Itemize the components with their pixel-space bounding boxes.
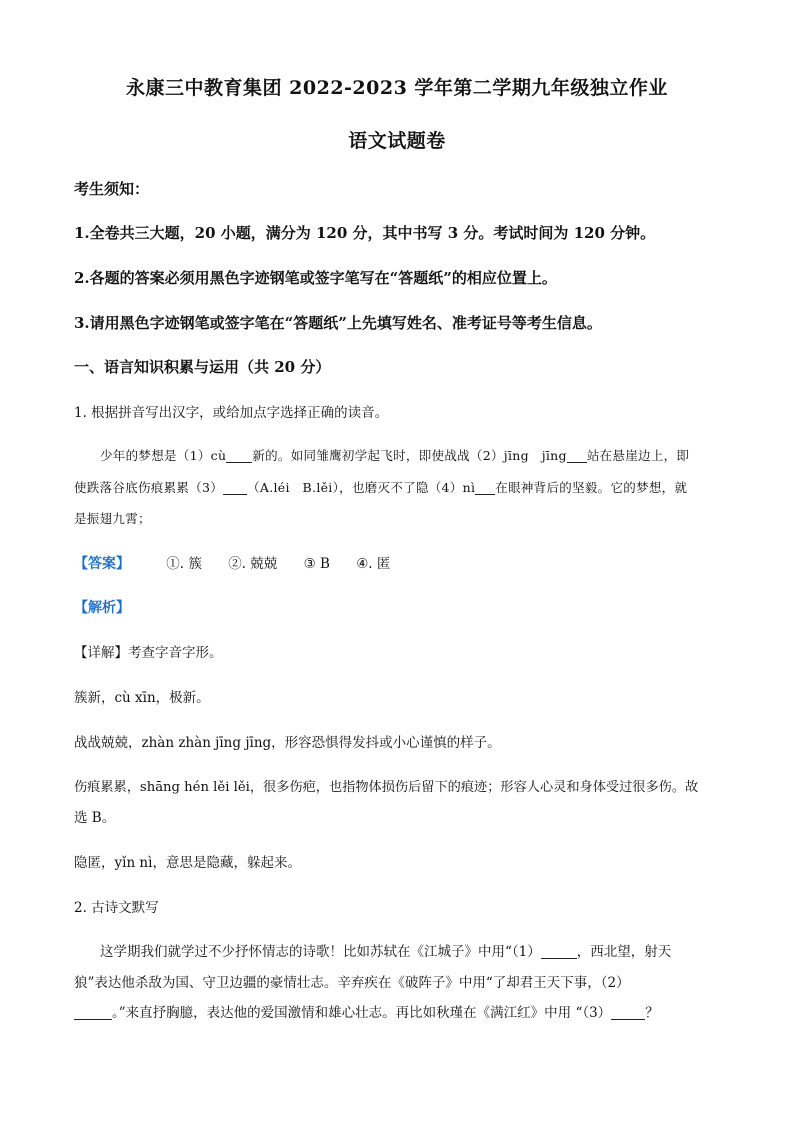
question-1-passage-line-3: 是振翅九霄； [74,511,151,526]
passage-text: 狼”表达他杀敌为国、守卫边疆的豪情壮志。辛弃疾在《破阵子》中用“了却君王天下事，（2） [74,975,630,991]
detail-line: 【详解】考查字音字形。 [74,645,223,661]
question-1-passage-line-1 [100,446,689,464]
answer-row [74,552,412,573]
passage-text: ，西北望，射天 [576,944,672,960]
notice-item-3: 3.请用黑色字迹钢笔或签字笔在“答题纸”上先填写姓名、准考证号等考生信息。 [74,314,602,332]
answer-item: ④. 匿 [356,556,391,572]
question-1-passage-line-2 [74,478,687,496]
passage-text: 这学期我们就学过不少抒怀情志的诗歌！比如苏轼在《江城子》中用“（1） [100,944,541,960]
question-2-line-2 [74,971,630,991]
explanation-line: 战战兢兢，zhàn zhàn jīng jīng，形容恐惧得发抖或小心谨慎的样子。 [74,735,501,751]
question-2-line-3 [74,1001,659,1021]
passage-text: （A.léi B.lěi），也磨灭不了隐（4）nì [247,480,476,495]
question-2-line-1 [100,940,671,960]
answer-blank[interactable] [567,448,587,463]
question-2-stem: 2. 古诗文默写 [74,900,159,916]
analysis-label: 【解析】 [74,600,130,616]
explanation-line: 选 B。 [74,810,116,826]
answer-label: 【答案】 [74,556,130,572]
answer-blank[interactable] [541,944,577,959]
answer-item: ②. 兢兢 [228,556,278,572]
answer-blank[interactable] [475,480,495,495]
notice-item-1: 1.全卷共三大题，20 小题，满分为 120 分，其中书写 3 分。考试时间为 120 分钟。 [74,224,656,242]
explanation-line: 伤痕累累，shāng hén lěi lěi，很多伤疤，也指物体损伤后留下的痕迹；形容人心灵和身体受过很多伤。故 [74,780,699,795]
section-1-heading: 一、语言知识积累与运用（共 20 分） [74,358,331,376]
document-subtitle: 语文试题卷 [348,130,446,152]
answer-item: ③ B [303,556,330,572]
passage-text: 使跌落谷底伤痕累累（3） [74,480,224,495]
question-1-stem: 1. 根据拼音写出汉字，或给加点字选择正确的读音。 [74,405,389,421]
passage-text: ？ [645,1005,659,1021]
answer-blank[interactable] [611,1005,645,1020]
notice-heading: 考生须知： [74,180,150,198]
answer-blank[interactable] [226,448,252,463]
notice-item-2: 2.各题的答案必须用黑色字迹钢笔或签字笔写在“答题纸”的相应位置上。 [74,269,557,287]
answer-blank[interactable] [223,480,247,495]
answer-blank[interactable] [74,1005,112,1020]
passage-text: 在眼神背后的坚毅。它的梦想，就 [495,480,688,495]
passage-text: 新的。如同雏鹰初学起飞时，即使战战（2）jīng jīng [252,448,567,463]
answer-item: ①. 簇 [166,556,202,572]
document-title: 永康三中教育集团 2022-2023 学年第二学期九年级独立作业 [126,77,668,99]
passage-text: 少年的梦想是（1）cù [100,448,227,463]
passage-text: 站在悬崖边上，即 [586,448,690,463]
explanation-line: 隐匿，yǐn nì，意思是隐藏，躲起来。 [74,855,301,871]
explanation-line: 簇新，cù xīn，极新。 [74,690,210,706]
passage-text: 。”来直抒胸臆，表达他的爱国激情和雄心壮志。再比如秋瑾在《满江红》中用 “（3） [112,1005,612,1021]
